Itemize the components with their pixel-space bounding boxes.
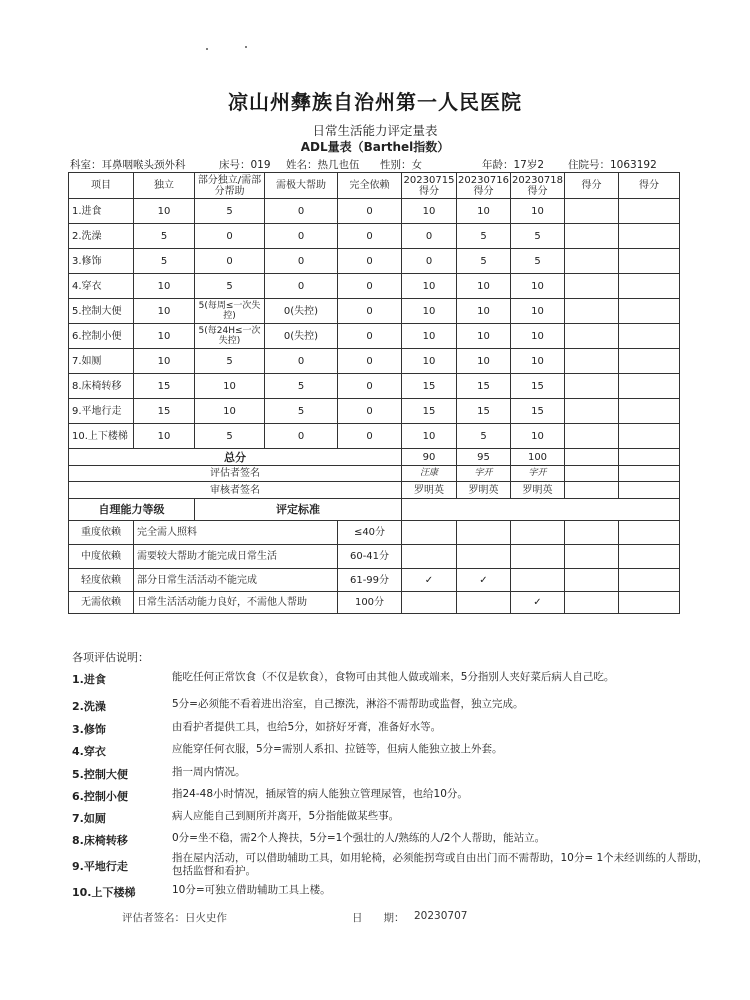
cell-score-1: 0 [402,249,457,274]
evaluator-signature: 字开 [511,466,565,482]
cell-independent: 10 [134,274,195,299]
cell-score-4 [565,324,619,349]
level-name: 无需依赖 [69,592,134,614]
cell-score-2: 5 [457,224,511,249]
cell-partial: 10 [195,399,265,424]
cell-score-5 [619,349,680,374]
cell-score-4 [565,374,619,399]
cell-extensive: 0 [265,224,338,249]
note-text: 指一周内情况。 [172,766,246,778]
level-mark-1 [402,521,457,545]
cell-score-4 [565,274,619,299]
level-header: 自理能力等级 [69,499,195,521]
cell-score-1: 0 [402,224,457,249]
cell-partial: 10 [195,374,265,399]
level-range: ≤40分 [338,521,402,545]
cell-score-3: 15 [511,399,565,424]
table-row [69,399,680,424]
cell-extensive: 0 [265,349,338,374]
evaluator-signature-empty [565,466,619,482]
level-mark-2 [457,592,511,614]
cell-score-5 [619,324,680,349]
level-desc: 完全需人照料 [134,521,338,545]
cell-dependent: 0 [338,324,402,349]
note-text: 病人应能自己到厕所并离开，5分指能做某些事。 [172,810,400,822]
cell-score-4 [565,299,619,324]
cell-score-1: 10 [402,424,457,449]
level-header-blank [402,499,680,521]
header-dependent: 完全依赖 [338,173,402,199]
level-mark-5 [619,545,680,569]
level-row [69,545,680,569]
cell-score-2: 10 [457,349,511,374]
cell-score-1: 10 [402,324,457,349]
cell-score-2: 15 [457,399,511,424]
row-item: 3.修饰 [69,249,134,274]
reviewer-signature: 罗明英 [457,482,511,499]
level-name: 中度依赖 [69,545,134,569]
cell-score-4 [565,199,619,224]
form-subtitle: ADL量表（Barthel指数） [300,140,450,154]
header-extensive: 需极大帮助 [265,173,338,199]
cell-score-4 [565,424,619,449]
cell-score-1: 10 [402,274,457,299]
level-range: 100分 [338,592,402,614]
cell-score-1: 10 [402,349,457,374]
level-mark-4 [565,545,619,569]
reviewer-signature-empty [565,482,619,499]
cell-partial: 5(每24H≤一次失控) [195,324,265,349]
table-row [69,274,680,299]
evaluator-signature: 汪康 [402,466,457,482]
note-text: 0分=坐不稳，需2个人搀扶，5分=1个强壮的人/熟练的人/2个人帮助，能站立。 [172,832,546,844]
cell-independent: 10 [134,424,195,449]
table-row [69,349,680,374]
cell-score-5 [619,299,680,324]
note-text: 指24-48小时情况，插尿管的病人能独立管理尿管，也给10分。 [172,788,468,800]
level-mark-2 [457,545,511,569]
cell-independent: 10 [134,324,195,349]
cell-dependent: 0 [338,199,402,224]
cell-score-2: 10 [457,299,511,324]
header-independent: 独立 [134,173,195,199]
level-desc: 部分日常生活活动不能完成 [134,569,338,592]
cell-partial: 0 [195,249,265,274]
table-row [69,199,680,224]
cell-score-5 [619,274,680,299]
cell-score-2: 10 [457,324,511,349]
scan-speck [206,48,208,50]
cell-score-2: 5 [457,424,511,449]
level-name: 轻度依赖 [69,569,134,592]
footer-date: 20230707 [414,910,468,922]
level-range: 61-99分 [338,569,402,592]
reviewer-row [69,482,680,499]
cell-score-5 [619,199,680,224]
row-item: 10.上下楼梯 [69,424,134,449]
level-row [69,521,680,545]
evaluator-row [69,466,680,482]
cell-partial: 5 [195,424,265,449]
level-mark-3 [511,521,565,545]
total-row [69,449,680,466]
cell-score-3: 10 [511,274,565,299]
note-label: 10.上下楼梯 [72,886,136,899]
level-mark-4 [565,569,619,592]
level-mark-4 [565,521,619,545]
cell-partial: 5(每周≤一次失控) [195,299,265,324]
cell-independent: 15 [134,399,195,424]
evaluator-signature-empty [619,466,680,482]
cell-dependent: 0 [338,349,402,374]
level-mark-3: ✓ [511,592,565,614]
header-score-2: 20230716得分 [458,174,509,197]
cell-score-3: 10 [511,349,565,374]
level-mark-4 [565,592,619,614]
header-partial: 部分独立/需部分帮助 [195,173,265,199]
total-label: 总分 [69,449,402,466]
cell-independent: 10 [134,299,195,324]
table-row [69,424,680,449]
total-score-1: 90 [402,449,457,466]
cell-dependent: 0 [338,299,402,324]
cell-extensive: 5 [265,399,338,424]
total-score-3: 100 [511,449,565,466]
row-item: 9.平地行走 [69,399,134,424]
cell-score-2: 10 [457,199,511,224]
cell-score-1: 10 [402,199,457,224]
row-item: 4.穿衣 [69,274,134,299]
footer-evaluator: 评估者签名：日火史作 [122,912,227,924]
cell-partial: 0 [195,224,265,249]
level-mark-5 [619,592,680,614]
cell-independent: 5 [134,224,195,249]
cell-dependent: 0 [338,374,402,399]
cell-dependent: 0 [338,224,402,249]
header-score-4: 得分 [565,173,619,199]
note-text: 5分=必须能不看着进出浴室，自己擦洗，淋浴不需帮助或监督，独立完成。 [172,698,524,710]
cell-independent: 5 [134,249,195,274]
scan-speck [245,46,247,48]
cell-score-2: 5 [457,249,511,274]
level-row [69,569,680,592]
cell-score-3: 15 [511,374,565,399]
form-title: 日常生活能力评定量表 [312,123,438,138]
table-row [69,299,680,324]
reviewer-signature-empty [619,482,680,499]
cell-extensive: 0 [265,424,338,449]
note-label: 3.修饰 [72,723,106,736]
level-mark-3 [511,569,565,592]
total-score-5 [619,449,680,466]
cell-dependent: 0 [338,399,402,424]
table-header-row [69,173,680,199]
cell-extensive: 0 [265,274,338,299]
cell-extensive: 0 [265,199,338,224]
patient-age: 年龄：17岁2 [482,159,545,171]
header-score-1: 20230715得分 [402,173,457,199]
cell-score-3: 5 [511,224,565,249]
cell-score-3: 10 [511,299,565,324]
cell-dependent: 0 [338,249,402,274]
note-label: 2.洗澡 [72,700,106,713]
cell-partial: 5 [195,349,265,374]
patient-sex: 性别：女 [380,159,422,171]
cell-score-3: 10 [511,424,565,449]
note-label: 7.如厕 [72,812,106,825]
table-row [69,324,680,349]
cell-score-1: 10 [402,299,457,324]
note-text: 10分=可独立借助辅助工具上楼。 [172,884,331,896]
level-mark-1: ✓ [402,569,457,592]
note-label: 5.控制大便 [72,768,128,781]
level-mark-2 [457,521,511,545]
note-label: 8.床椅转移 [72,834,128,847]
total-score-4 [565,449,619,466]
cell-score-5 [619,224,680,249]
cell-independent: 15 [134,374,195,399]
table-row [69,374,680,399]
cell-score-3: 10 [511,324,565,349]
cell-score-5 [619,249,680,274]
cell-extensive: 0(失控) [265,299,338,324]
cell-independent: 10 [134,349,195,374]
row-item: 1.进食 [69,199,134,224]
cell-extensive: 0 [265,249,338,274]
criteria-header: 评定标准 [195,499,402,521]
reviewer-signature: 罗明英 [511,482,565,499]
patient-dept: 科室：耳鼻咽喉头颈外科 [70,159,186,171]
level-mark-2: ✓ [457,569,511,592]
level-desc: 日常生活活动能力良好，不需他人帮助 [134,592,338,614]
note-text: 指在屋内活动，可以借助辅助工具，如用轮椅，必须能拐弯或自由出门而不需帮助，10分= 1个未经训练的人帮助，包括监督和看护。 [172,852,709,877]
level-mark-5 [619,521,680,545]
cell-extensive: 0(失控) [265,324,338,349]
cell-score-2: 10 [457,274,511,299]
hospital-name: 凉山州彝族自治州第一人民医院 [228,90,522,114]
patient-bed: 床号：019 [219,159,271,171]
row-item: 7.如厕 [69,349,134,374]
note-label: 4.穿衣 [72,745,106,758]
header-score-3: 20230718得分 [512,174,563,197]
level-row [69,592,680,614]
row-item: 8.床椅转移 [69,374,134,399]
reviewer-label: 审核者签名 [69,482,402,499]
reviewer-signature: 罗明英 [402,482,457,499]
cell-partial: 5 [195,274,265,299]
header-item: 项目 [69,173,134,199]
adl-table [68,172,680,614]
cell-dependent: 0 [338,424,402,449]
cell-score-5 [619,374,680,399]
table-row [69,249,680,274]
row-item: 5.控制大便 [69,299,134,324]
evaluator-signature: 字开 [457,466,511,482]
cell-extensive: 5 [265,374,338,399]
level-range: 60-41分 [338,545,402,569]
patient-name: 姓名：热几也伍 [286,159,360,171]
cell-score-4 [565,224,619,249]
footer-date-label: 日 期： [352,912,405,924]
cell-dependent: 0 [338,274,402,299]
level-mark-1 [402,545,457,569]
row-item: 6.控制小便 [69,324,134,349]
note-text: 能吃任何正常饮食（不仅是软食），食物可由其他人做或端来，5分指别人夹好菜后病人自己吃。 [172,671,615,683]
row-item: 2.洗澡 [69,224,134,249]
evaluator-label: 评估者签名 [69,466,402,482]
level-desc: 需要较大帮助才能完成日常生活 [134,545,338,569]
table-row [69,224,680,249]
cell-score-5 [619,424,680,449]
total-score-2: 95 [457,449,511,466]
level-name: 重度依赖 [69,521,134,545]
cell-score-5 [619,399,680,424]
note-label: 9.平地行走 [72,860,128,873]
cell-score-3: 10 [511,199,565,224]
level-mark-5 [619,569,680,592]
cell-score-4 [565,399,619,424]
note-label: 6.控制小便 [72,790,128,803]
note-label: 1.进食 [72,673,106,686]
cell-score-3: 5 [511,249,565,274]
patient-admission: 住院号：1063192 [568,159,657,171]
level-mark-1 [402,592,457,614]
header-score-5: 得分 [619,173,680,199]
level-header-row [69,499,680,521]
level-mark-3 [511,545,565,569]
cell-partial: 5 [195,199,265,224]
note-text: 由看护者提供工具，也给5分，如挤好牙膏，准备好水等。 [172,721,442,733]
note-text: 应能穿任何衣服，5分=需别人系扣、拉链等，但病人能独立披上外套。 [172,743,503,755]
cell-score-1: 15 [402,399,457,424]
cell-score-4 [565,349,619,374]
notes-title: 各项评估说明： [72,651,149,664]
cell-independent: 10 [134,199,195,224]
cell-score-2: 15 [457,374,511,399]
cell-score-1: 15 [402,374,457,399]
cell-score-4 [565,249,619,274]
